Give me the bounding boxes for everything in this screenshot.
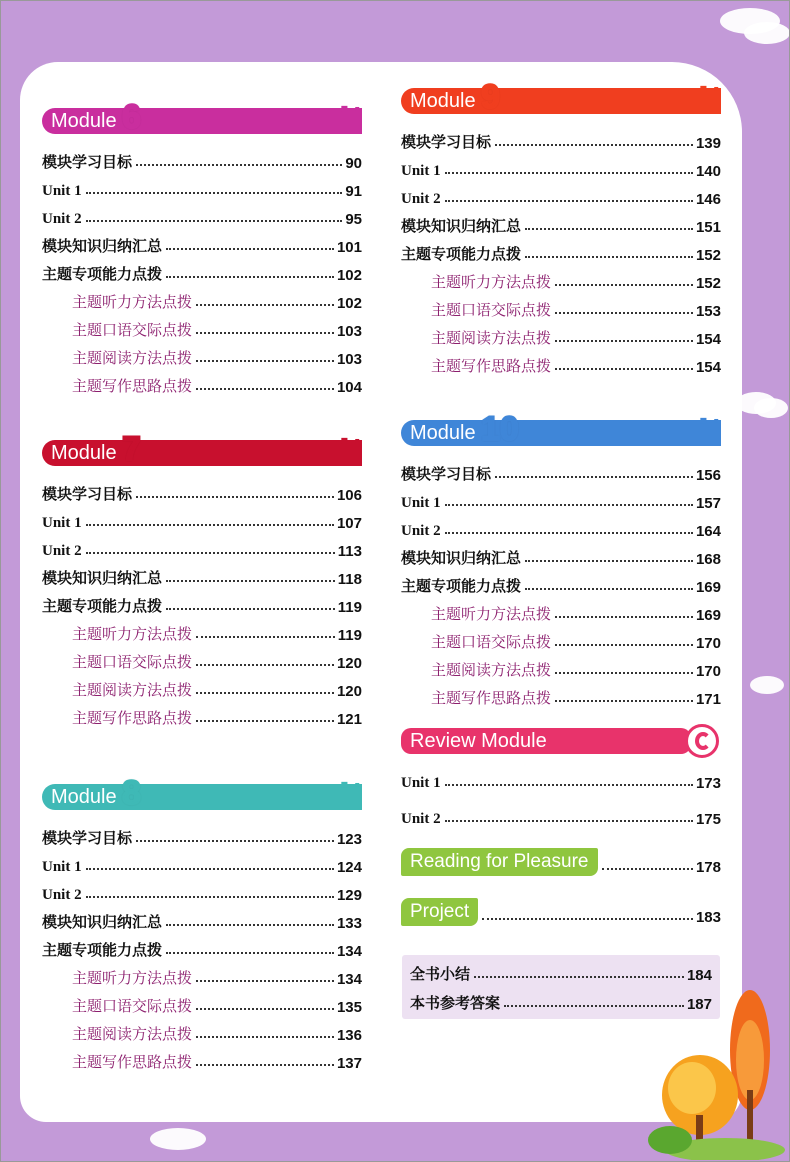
page-number: 146 [695,191,721,208]
project-pill: Project [401,898,478,926]
entry-label: 模块学习目标 [401,465,492,483]
page-number: 120 [336,683,362,700]
page-number: 123 [336,831,362,848]
entry-label: Unit 2 [401,811,441,827]
page-number: 135 [336,999,362,1016]
entry-label: 主题口语交际点拨 [431,301,552,319]
page-number: 101 [336,239,362,256]
entry-label: 主题口语交际点拨 [72,653,193,671]
entry-label: 主题听力方法点拨 [72,625,193,643]
entry-label: 模块知识归纳汇总 [42,237,163,255]
page-number: 102 [336,267,362,284]
entry-label: Unit 1 [42,859,82,875]
page-number: 95 [345,211,362,228]
module-title: Module [401,420,721,446]
page-number: 183 [695,909,721,926]
entry-label: Unit 2 [42,211,82,227]
page-number: 151 [695,219,721,236]
entry-label: Unit 2 [401,191,441,207]
review-title: Review Module [401,728,691,754]
page-number: 91 [345,183,362,200]
entry-label: 主题写作思路点拨 [72,377,193,395]
entry-label: 主题专项能力点拨 [401,577,522,595]
page-number: 113 [337,543,362,560]
entry-label: 本书参考答案 [410,994,501,1012]
page-number: 103 [336,351,362,368]
page-number: 134 [336,971,362,988]
page-number: 173 [695,775,721,792]
entry-label: 模块学习目标 [42,829,133,847]
page-number: 175 [695,811,721,828]
entry-label: 主题口语交际点拨 [72,997,193,1015]
entry-label: 模块知识归纳汇总 [42,569,163,587]
page-number: 140 [695,163,721,180]
entry-label: 模块知识归纳汇总 [42,913,163,931]
module-number: 10 [481,410,519,448]
entry-label: 模块学习目标 [42,153,133,171]
entry-label: 全书小结 [410,965,471,983]
entry-label: 模块知识归纳汇总 [401,549,522,567]
reading-for-pleasure-pill: Reading for Pleasure [401,848,598,876]
page-number: 168 [695,551,721,568]
page-number: 137 [336,1055,362,1072]
page-number: 119 [337,599,362,616]
page-number: 153 [695,303,721,320]
entry-label: Unit 1 [401,163,441,179]
module-title: Module [42,440,362,466]
page-number: 134 [336,943,362,960]
entry-label: 模块知识归纳汇总 [401,217,522,235]
entry-label: 主题写作思路点拨 [431,357,552,375]
entry-label: 主题阅读方法点拨 [72,349,193,367]
module-number: 6 [122,98,141,136]
page-number: 154 [695,331,721,348]
page-number: 104 [336,379,362,396]
page-number: 170 [695,663,721,680]
entry-label: 主题阅读方法点拨 [431,661,552,679]
entry-label: 主题听力方法点拨 [431,605,552,623]
module-number: 9 [481,78,500,116]
entry-label: Unit 2 [42,543,82,559]
entry-label: 模块学习目标 [42,485,133,503]
module-title: Module [42,108,362,134]
page-number: 124 [336,859,362,876]
banner-dots: ■ ▪ [340,780,362,789]
page-number: 129 [336,887,362,904]
entry-label: 主题阅读方法点拨 [72,1025,193,1043]
banner-dots: ■ ▪ [340,436,362,445]
entry-label: 主题口语交际点拨 [72,321,193,339]
page-number: 156 [695,467,721,484]
page-number: 157 [695,495,721,512]
page-number: 103 [336,323,362,340]
page-number: 107 [336,515,362,532]
entry-label: Unit 2 [42,887,82,903]
entry-label: 主题专项能力点拨 [42,941,163,959]
entry-label: 主题阅读方法点拨 [72,681,193,699]
page-number: 169 [695,579,721,596]
module-number: 7 [122,430,141,468]
page-number: 133 [336,915,362,932]
page-number: 90 [345,155,362,172]
entry-label: 主题阅读方法点拨 [431,329,552,347]
entry-label: 主题写作思路点拨 [72,709,193,727]
banner-dots: ■ ▪ [699,84,721,93]
page-number: 139 [695,135,721,152]
module-title: Module [42,784,362,810]
page-number: 171 [695,691,721,708]
banner-dots: ■ ▪ [340,104,362,113]
entry-label: Unit 1 [401,495,441,511]
entry-label: 模块学习目标 [401,133,492,151]
entry-label: 主题写作思路点拨 [431,689,552,707]
page-number: 136 [336,1027,362,1044]
entry-label: 主题听力方法点拨 [431,273,552,291]
page-number: 178 [695,859,721,876]
page-number: 119 [337,627,362,644]
page-number: 187 [686,996,712,1013]
entry-label: 主题听力方法点拨 [72,969,193,987]
entry-label: 主题听力方法点拨 [72,293,193,311]
entry-label: 主题专项能力点拨 [42,597,163,615]
entry-label: 主题写作思路点拨 [72,1053,193,1071]
module-title: Module [401,88,721,114]
page-number: 164 [695,523,721,540]
page-number: 184 [686,967,712,984]
entry-label: 主题专项能力点拨 [42,265,163,283]
page-number: 102 [336,295,362,312]
entry-label: 主题专项能力点拨 [401,245,522,263]
page-number: 120 [336,655,362,672]
page-number: 121 [336,711,362,728]
page-number: 106 [336,487,362,504]
page-number: 170 [695,635,721,652]
entry-label: Unit 1 [42,183,82,199]
module-number: 8 [122,774,141,812]
page-number: 152 [695,275,721,292]
page-number: 152 [695,247,721,264]
entry-label: Unit 1 [401,775,441,791]
entry-label: Unit 1 [42,515,82,531]
entry-label: 主题口语交际点拨 [431,633,552,651]
page-number: 169 [695,607,721,624]
entry-label: Unit 2 [401,523,441,539]
banner-dots: ■ ▪ [699,416,721,425]
page-number: 154 [695,359,721,376]
page-number: 118 [337,571,362,588]
